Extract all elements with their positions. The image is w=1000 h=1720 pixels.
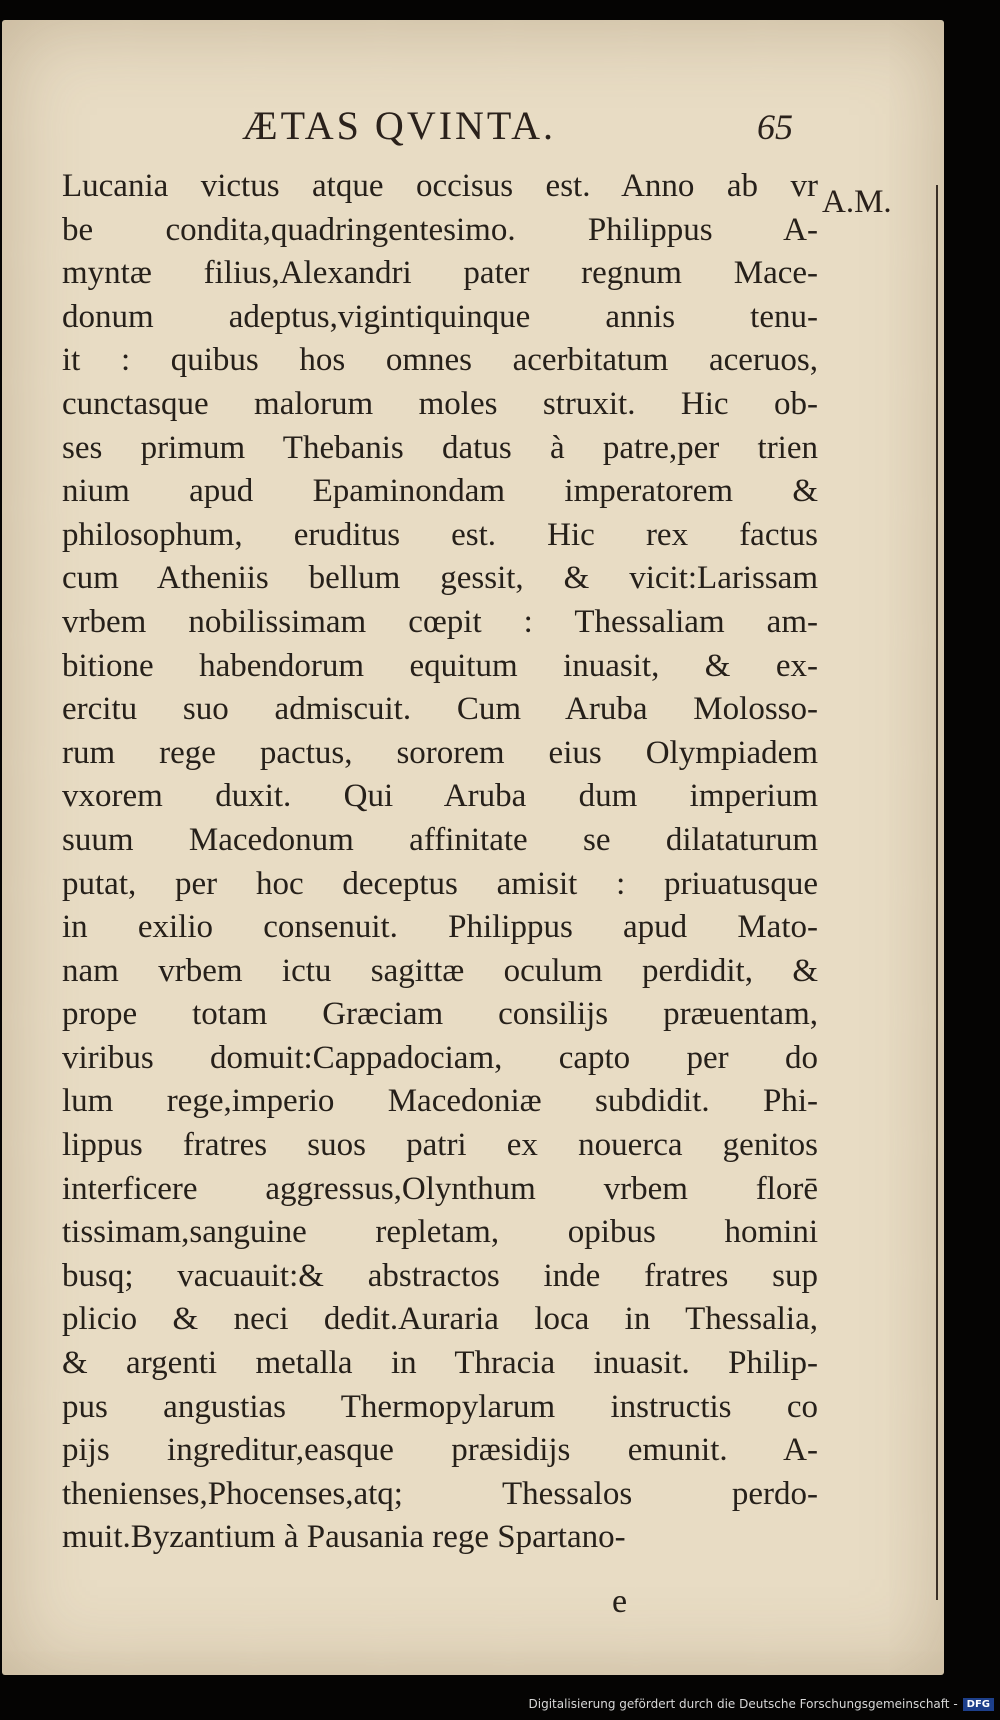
text-line: busq; vacuauit:& abstractos inde fratres sup [62, 1257, 818, 1294]
digitization-footer [529, 1697, 995, 1711]
text-line: pijs ingreditur,easque præsidijs emunit. A- [62, 1432, 818, 1469]
text-line: ercitu suo admiscuit. Cum Aruba Molosso- [62, 691, 818, 728]
catchword: e [612, 1583, 628, 1620]
book-page [2, 20, 944, 1675]
text-line: & argenti metalla in Thracia inuasit. Philip- [62, 1345, 818, 1382]
text-line: in exilio consenuit. Philippus apud Mato- [62, 909, 818, 946]
footer-credit: Digitalisierung gefördert durch die Deutsche Forschungsgemeinschaft - [528, 1697, 958, 1711]
text-line: viribus domuit:Cappadociam, capto per do [62, 1039, 818, 1076]
text-line: donum adeptus,vigintiquinque annis tenu- [62, 298, 818, 335]
text-line: interficere aggressus,Olynthum vrbem florē [62, 1170, 818, 1207]
page-header [2, 102, 944, 162]
text-line: Lucania victus atque occisus est. Anno ab vr [62, 168, 818, 204]
text-line: nam vrbem ictu sagittæ oculum perdidit, & [62, 952, 818, 989]
text-line: philosophum, eruditus est. Hic rex factus [62, 516, 818, 553]
text-line: vrbem nobilissimam cœpit : Thessaliam am- [62, 603, 818, 640]
text-line: prope totam Græciam consilijs præuentam, [62, 996, 818, 1033]
text-line: cunctasque malorum moles struxit. Hic ob- [62, 385, 818, 422]
margin-note: A.M. [822, 184, 892, 220]
text-line: it : quibus hos omnes acerbitatum aceruos, [62, 342, 818, 379]
text-line: putat, per hoc deceptus amisit : priuatusque [62, 865, 818, 902]
text-line: be condita,quadringentesimo. Philippus A- [62, 211, 818, 248]
text-line: bitione habendorum equitum inuasit, & ex- [62, 647, 818, 684]
dfg-logo-icon: DFG [963, 1698, 994, 1711]
text-line: tissimam,sanguine repletam, opibus homini [62, 1214, 818, 1251]
text-line: lippus fratres suos patri ex nouerca genitos [62, 1127, 818, 1164]
page-number: 65 [757, 107, 793, 147]
running-head: ÆTAS QVINTA. [242, 103, 557, 148]
text-line: suum Macedonum affinitate se dilataturum [62, 821, 818, 858]
text-line: lum rege,imperio Macedoniæ subdidit. Phi- [62, 1083, 818, 1120]
text-line: rum rege pactus, sororem eius Olympiadem [62, 734, 818, 771]
text-line: cum Atheniis bellum gessit, & vicit:Larissam [62, 560, 818, 597]
text-line: thenienses,Phocenses,atq; Thessalos perdo- [62, 1475, 818, 1512]
text-line: nium apud Epaminondam imperatorem & [62, 473, 818, 510]
text-line: vxorem duxit. Qui Aruba dum imperium [62, 778, 818, 815]
text-line: myntæ filius,Alexandri pater regnum Mace- [62, 255, 818, 292]
body-text [62, 165, 818, 1560]
text-line: pus angustias Thermopylarum instructis co [62, 1388, 818, 1425]
text-line: plicio & neci dedit.Auraria loca in Thessalia, [62, 1301, 818, 1338]
margin-rule [936, 185, 938, 1600]
text-line: muit.Byzantium à Pausania rege Spartano- [62, 1519, 626, 1556]
text-line: ses primum Thebanis datus à patre,per trien [62, 429, 818, 466]
